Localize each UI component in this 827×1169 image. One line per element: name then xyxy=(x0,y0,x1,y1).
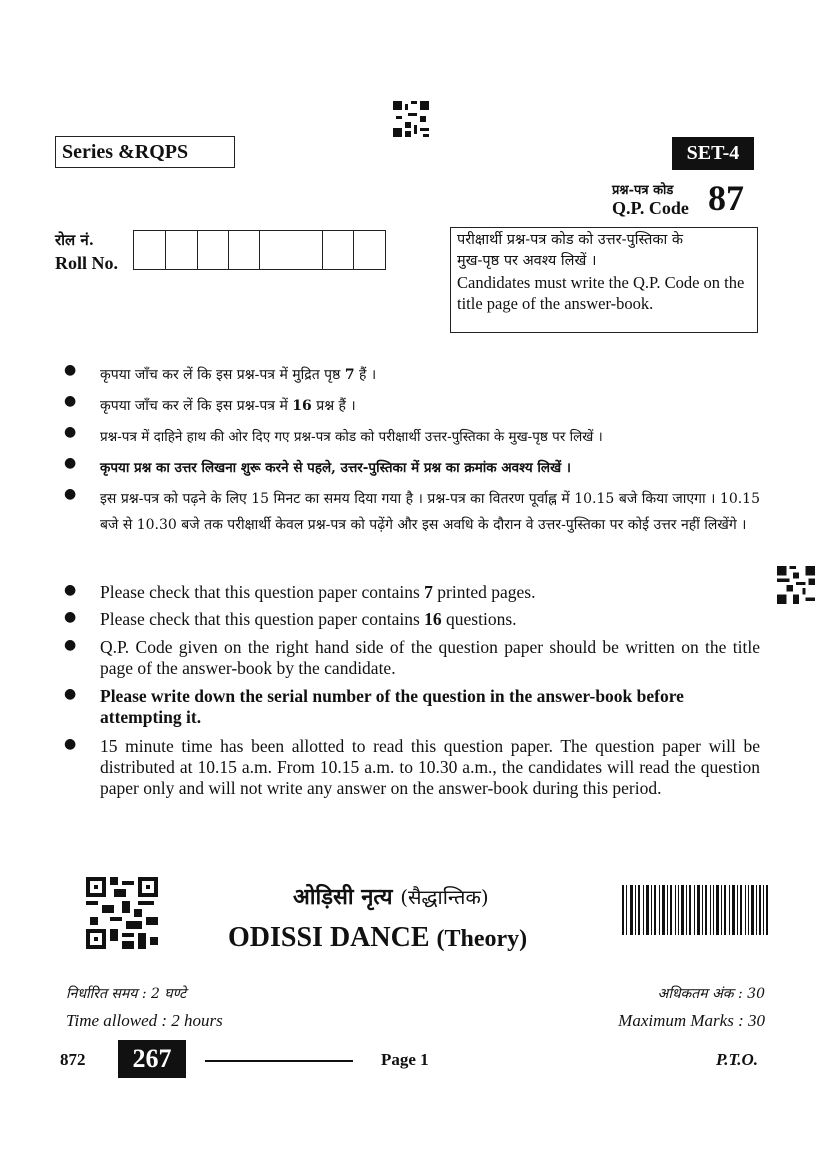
roll-number-grid[interactable] xyxy=(133,230,386,270)
paper-code: 872 xyxy=(60,1050,86,1069)
roll-cell[interactable] xyxy=(229,231,260,269)
title-qr-code-icon xyxy=(86,877,158,949)
roll-cell[interactable] xyxy=(260,231,323,269)
paper-code-badge: 267 xyxy=(118,1040,186,1078)
instruction-text: 15 minute time has been allotted to read this question paper. The question paper will be distributed at 10.15 a.m. From 10.15 a.m. to 10.30 a.m., the candidates will read the question paper only and will not write any answer on the answer-book during this period. xyxy=(100,736,760,798)
instruction-text: कृपया जाँच कर लें कि इस प्रश्न-पत्र में मुद्रित पृष्ठ 7 हैं । xyxy=(100,367,377,383)
pto-label: P.T.O. xyxy=(716,1050,759,1069)
note-hindi-line-2: मुख-पृष्ठ पर अवश्य लिखें । xyxy=(457,253,597,269)
bullet-icon: ● xyxy=(64,424,77,440)
roll-label-hindi: रोल नं. xyxy=(55,231,94,249)
roll-cell[interactable] xyxy=(198,231,229,269)
roll-cell[interactable] xyxy=(323,231,354,269)
bullet-icon: ● xyxy=(64,582,77,598)
series-label: Series &RQPS xyxy=(55,136,235,168)
instruction-text: कृपया प्रश्न का उत्तर लिखना शुरू करने से पहले, उत्तर-पुस्तिका में प्रश्न का क्रमांक अवश्य लिखें । xyxy=(100,460,571,476)
qp-code-number: 87 xyxy=(708,178,744,218)
bullet-icon: ● xyxy=(64,609,77,625)
subject-title-hindi: ओड़िसी नृत्य (सैद्धान्तिक) xyxy=(293,884,489,910)
instruction-text: Q.P. Code given on the right hand side of the question paper should be written on the title page of the answer-book by the candidate. xyxy=(100,637,760,678)
side-qr-code-icon xyxy=(777,566,815,604)
instruction-text: Please check that this question paper contains 7 printed pages. xyxy=(100,582,536,602)
instructions-hindi xyxy=(60,360,760,570)
instruction-text: इस प्रश्न-पत्र को पढ़ने के लिए 15 मिनट का समय दिया गया है । प्रश्न-पत्र का वितरण पूर्वाह्न में 10.15 बजे किया जाएगा । 10.15 बजे से 10.30 बजे तक परीक्षार्थी केवल प्रश्न-पत्र को पढ़ेंगे और इस अवधि के दौरान वे उत्तर-पुस्तिका पर कोई उत्तर नहीं लिखेंगे । xyxy=(100,491,760,533)
subject-title: ODISSI DANCE (Theory) xyxy=(228,922,528,953)
time-allowed: Time allowed : 2 hours xyxy=(66,1011,223,1030)
roll-cell[interactable] xyxy=(166,231,198,269)
bullet-icon: ● xyxy=(64,486,77,502)
divider-line xyxy=(205,1060,353,1062)
bullet-icon: ● xyxy=(64,736,77,752)
bullet-icon: ● xyxy=(64,637,77,653)
qp-code-label-hindi: प्रश्न-पत्र कोड xyxy=(612,183,674,198)
instructions-english xyxy=(60,580,760,825)
bullet-icon: ● xyxy=(64,455,77,471)
roll-label: Roll No. xyxy=(55,253,118,273)
instruction-text: Please check that this question paper contains 16 questions. xyxy=(100,609,517,629)
bullet-icon: ● xyxy=(64,686,77,702)
max-marks: Maximum Marks : 30 xyxy=(618,1011,765,1030)
instruction-text: प्रश्न-पत्र में दाहिने हाथ की ओर दिए गए प्रश्न-पत्र कोड को परीक्षार्थी उत्तर-पुस्तिका के मुख-पृष्ठ पर लिखें । xyxy=(100,429,603,445)
instruction-text: कृपया जाँच कर लें कि इस प्रश्न-पत्र में 16 प्रश्न हैं । xyxy=(100,398,356,414)
qp-code-note-box xyxy=(450,227,758,333)
qp-code-label: Q.P. Code xyxy=(612,198,689,218)
max-marks-hindi: अधिकतम अंक : 30 xyxy=(657,986,765,1002)
roll-cell[interactable] xyxy=(134,231,166,269)
bullet-icon: ● xyxy=(64,393,77,409)
page-number: Page 1 xyxy=(381,1050,429,1069)
time-allowed-hindi: निर्धारित समय : 2 घण्टे xyxy=(66,986,187,1002)
bullet-icon: ● xyxy=(64,362,77,378)
instruction-text: Please write down the serial number of the question in the answer-book before attempting it. xyxy=(100,686,684,727)
barcode-icon xyxy=(622,885,768,935)
note-hindi-line-1: परीक्षार्थी प्रश्न-पत्र कोड को उत्तर-पुस्तिका के xyxy=(457,232,684,248)
roll-cell[interactable] xyxy=(354,231,385,269)
set-badge: SET-4 xyxy=(672,137,754,170)
note-english: Candidates must write the Q.P. Code on the title page of the answer-book. xyxy=(457,273,745,313)
top-qr-code-icon xyxy=(393,101,429,137)
